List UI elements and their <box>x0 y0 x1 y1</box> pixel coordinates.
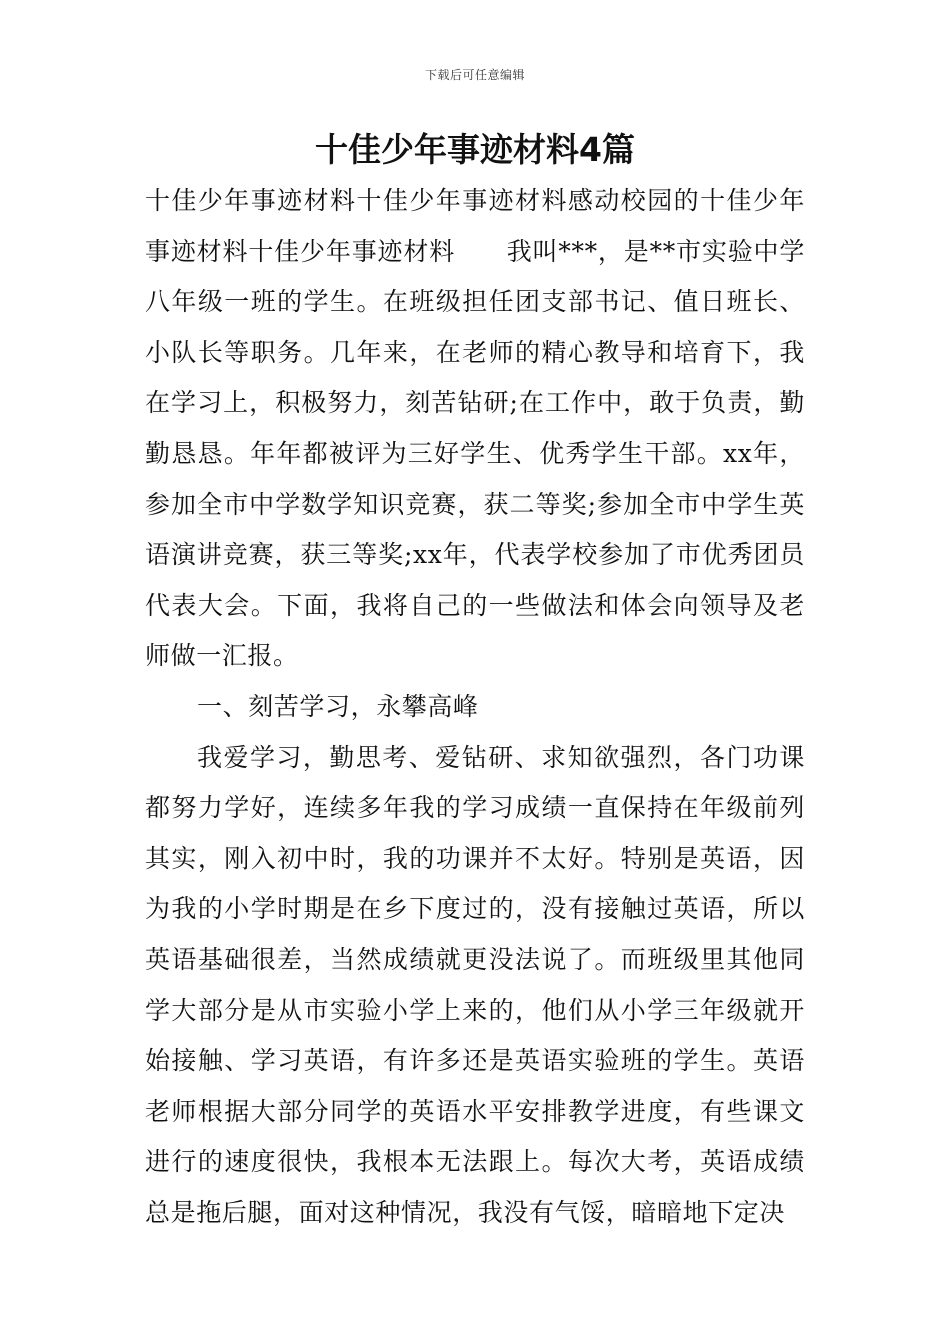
section-heading: 一、刻苦学习，永攀高峰 <box>197 691 479 721</box>
intro-paragraph: 十佳少年事迹材料十佳少年事迹材料感动校园的十佳少年事迹材料十佳少年事迹材料 我叫***，是**市实验中学八年级一班的学生。在班级担任团支部书记、值日班长、小队长等职务。几年来，在老师的精心教导和培育下，我在学习上，积极努力，刻苦钻研;在工作中，敢于负责，勤勤恳恳。年年都被评为三好学生、优秀学生干部。xx年，参加全市中学数学知识竞赛，获二等奖;参加全市中学生英语演讲竞赛，获三等奖;xx年，代表学校参加了市优秀团员代表大会。下面，我将自己的一些做法和体会向领导及老师做一汇报。 <box>145 186 805 671</box>
document-body <box>145 176 805 1238</box>
section-paragraph: 我爱学习，勤思考、爱钻研、求知欲强烈，各门功课都努力学好，连续多年我的学习成绩一直保持在年级前列其实，刚入初中时，我的功课并不太好。特别是英语，因为我的小学时期是在乡下度过的，没有接触过英语，所以英语基础很差，当然成绩就更没法说了。而班级里其他同学大部分是从市实验小学上来的，他们从小学三年级就开始接触、学习英语，有许多还是英语实验班的学生。英语老师根据大部分同学的英语水平安排教学进度，有些课文进行的速度很快，我根本无法跟上。每次大考，英语成绩总是拖后腿，面对这种情况，我没有气馁，暗暗地下定决 <box>145 742 805 1227</box>
header-note: 下载后可任意编辑 <box>424 68 525 82</box>
document-title: 十佳少年事迹材料4篇 <box>315 130 635 169</box>
